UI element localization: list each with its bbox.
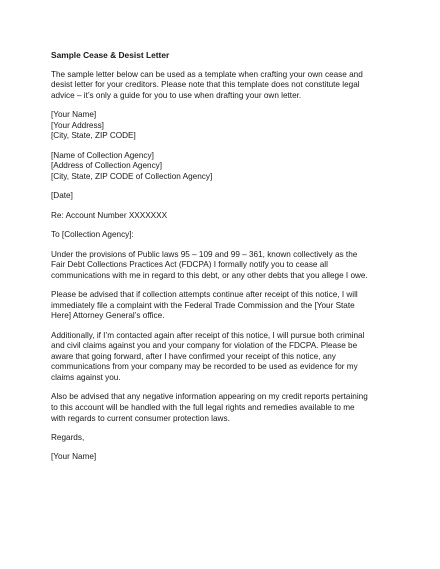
text-line: To [Collection Agency]: — [51, 230, 134, 240]
text-line: [City, State, ZIP CODE of Collection Agency] — [51, 171, 213, 181]
text-line: Please be advised that if collection attempts continue after receipt of this notice, I will — [51, 290, 358, 300]
letter-page — [51, 50, 391, 472]
text-line: communications from your company may be recorded to be used as evidence for my — [51, 362, 358, 372]
text-line: communications with me in regard to this debt, or any other debts that you allege I owe. — [51, 270, 368, 280]
signature — [51, 452, 391, 463]
body-paragraph-3 — [51, 331, 391, 384]
text-line: and civil claims against you and your company for violation of the FDCPA. Please be — [51, 341, 358, 351]
text-line: claims against you. — [51, 373, 121, 383]
text-line: Fair Debt Collections Practices Act (FDCPA) I formally notify you to cease all — [51, 260, 328, 270]
text-line: desist letter for your creditors. Please note that this template does not constitute legal — [51, 80, 360, 90]
subject-line — [51, 211, 391, 222]
closing — [51, 433, 391, 444]
text-line: [Name of Collection Agency] — [51, 150, 154, 160]
body-paragraph-2 — [51, 290, 391, 322]
text-line: Re: Account Number XXXXXXX — [51, 210, 168, 220]
text-line: [City, State, ZIP CODE] — [51, 131, 136, 141]
text-line: Also be advised that any negative information appearing on my credit reports pertaining — [51, 392, 368, 402]
text-line: advice – it’s only a guide for you to use when drafting your own letter. — [51, 90, 302, 100]
salutation — [51, 230, 391, 241]
text-line: aware that going forward, after I have confirmed your receipt of this notice, any — [51, 351, 336, 361]
text-line: [Address of Collection Agency] — [51, 161, 163, 171]
sender-address — [51, 110, 391, 142]
text-line: [Your Name] — [51, 452, 97, 462]
text-line: Here] Attorney General’s office. — [51, 311, 165, 321]
text-line: Regards, — [51, 433, 85, 442]
text-line: [Date] — [51, 191, 73, 201]
text-line: Under the provisions of Public laws 95 – 109 and 99 – 361, known collectively as the — [51, 249, 358, 259]
body-paragraph-4 — [51, 392, 391, 424]
text-line: [Your Name] — [51, 110, 97, 120]
text-line: immediately file a complaint with the Federal Trade Commission and the [Your State — [51, 300, 355, 310]
letter-date — [51, 191, 391, 202]
text-line: Additionally, if I’m contacted again after receipt of this notice, I will pursue both criminal — [51, 330, 365, 340]
letter-title: Sample Cease & Desist Letter — [51, 50, 170, 60]
intro-paragraph — [51, 70, 391, 102]
recipient-address — [51, 151, 391, 183]
text-line: with regards to current consumer protection laws. — [51, 413, 230, 423]
text-line: to this account will be handled with the full legal rights and remedies available to me — [51, 403, 355, 413]
text-line: The sample letter below can be used as a template when crafting your own cease and — [51, 69, 363, 79]
body-paragraph-1 — [51, 250, 391, 282]
text-line: [Your Address] — [51, 120, 104, 130]
